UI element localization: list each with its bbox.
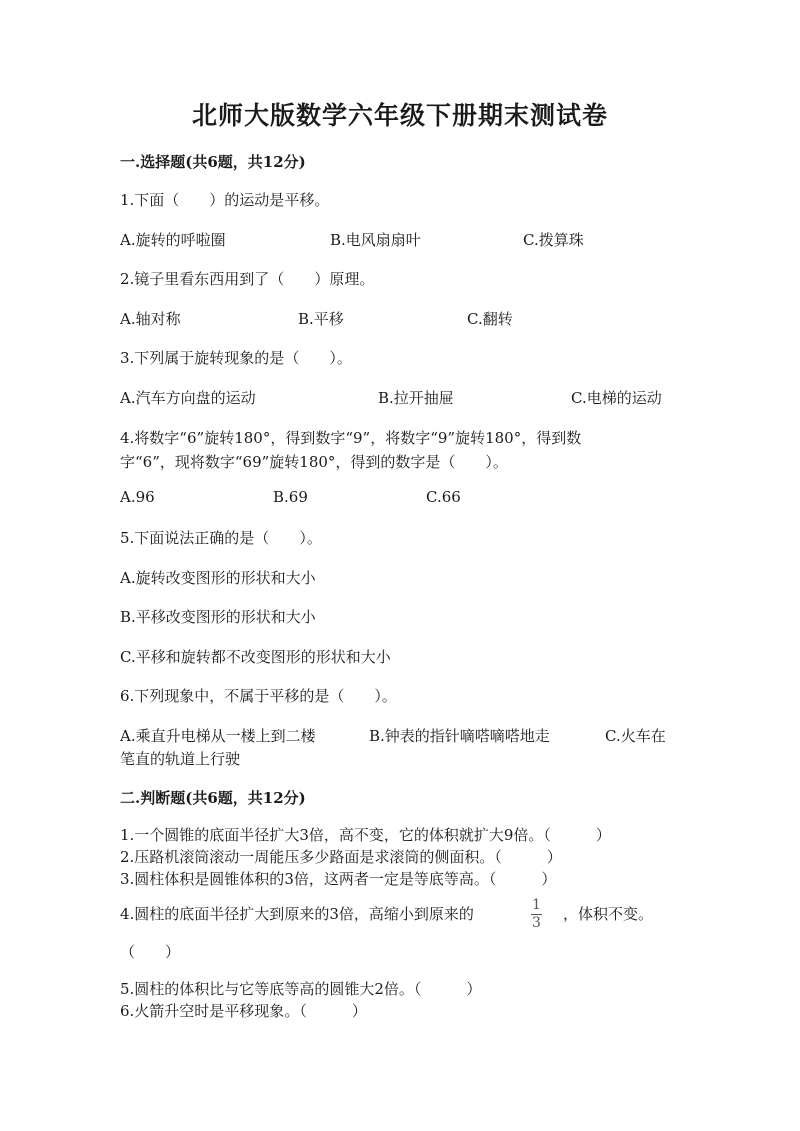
question-1-stem: 1.下面（ ）的运动是平移。 (120, 191, 330, 209)
judgement-item-6: 6.火箭升空时是平移现象。（ ） (120, 1002, 367, 1020)
question-2-option-c: C.翻转 (467, 310, 513, 328)
question-4-option-a: A.96 (120, 488, 155, 506)
judgement-item-4-text: 4.圆柱的底面半径扩大到原来的3倍，高缩小到原来的 (120, 905, 474, 923)
question-4-option-b: B.69 (273, 488, 308, 506)
fraction-numerator: 1 (532, 897, 541, 913)
page-title: 北师大版数学六年级下册期末测试卷 (191, 101, 608, 130)
question-3-option-b: B.拉开抽屉 (378, 389, 454, 407)
question-3-option-a: A.汽车方向盘的运动 (120, 389, 256, 407)
question-5-stem: 5.下面说法正确的是（ ）。 (120, 529, 322, 547)
question-4-stem-line1: 4.将数字“6”旋转180°，得到数字“9”，将数字“9”旋转180°，得到数 (120, 429, 582, 447)
question-6-stem: 6.下列现象中，不属于平移的是（ ）。 (120, 687, 397, 705)
question-1-option-a: A.旋转的呼啦圈 (120, 231, 226, 249)
judgement-item-4-tail: ，体积不变。 (563, 905, 654, 923)
question-4-stem-line2: 字“6”，现将数字“69”旋转180°，得到的数字是（ ）。 (120, 453, 508, 471)
question-2-option-b: B.平移 (298, 310, 344, 328)
section-heading-judgement: 二.判断题(共6题，共12分) (120, 789, 306, 807)
question-3-option-c: C.电梯的运动 (571, 389, 662, 407)
question-2-stem: 2.镜子里看东西用到了（ ）原理。 (120, 270, 375, 288)
question-1-option-b: B.电风扇扇叶 (330, 231, 421, 249)
question-5-option-b: B.平移改变图形的形状和大小 (120, 608, 316, 626)
question-5-option-a: A.旋转改变图形的形状和大小 (120, 569, 316, 587)
question-6-option-b: B.钟表的指针嘀嗒嘀嗒地走 (369, 727, 550, 745)
judgement-item-4-answer-blank: （ ） (120, 943, 181, 961)
question-3-stem: 3.下列属于旋转现象的是（ ）。 (120, 349, 352, 367)
fraction-denominator: 3 (532, 915, 541, 931)
question-6-option-a: A.乘直升电梯从一楼上到二楼 (120, 727, 316, 745)
section-heading-choice: 一.选择题(共6题，共12分) (120, 153, 306, 171)
question-1-option-c: C.拨算珠 (523, 231, 584, 249)
fraction-one-third (531, 898, 542, 931)
question-4-option-c: C.66 (426, 488, 461, 506)
judgement-item-2: 2.压路机滚筒滚动一周能压多少路面是求滚筒的侧面积。（ ） (120, 848, 562, 866)
judgement-item-5: 5.圆柱的体积比与它等底等高的圆锥大2倍。（ ） (120, 980, 482, 998)
question-5-option-c: C.平移和旋转都不改变图形的形状和大小 (120, 648, 391, 666)
question-6-option-c-continued: 笔直的轨道上行驶 (120, 750, 241, 768)
judgement-item-1: 1.一个圆锥的底面半径扩大3倍，高不变，它的体积就扩大9倍。（ ） (120, 826, 611, 844)
question-2-option-a: A.轴对称 (120, 310, 181, 328)
question-6-option-c: C.火车在 (605, 727, 666, 745)
judgement-item-3: 3.圆柱体积是圆锥体积的3倍，这两者一定是等底等高。（ ） (120, 870, 557, 888)
